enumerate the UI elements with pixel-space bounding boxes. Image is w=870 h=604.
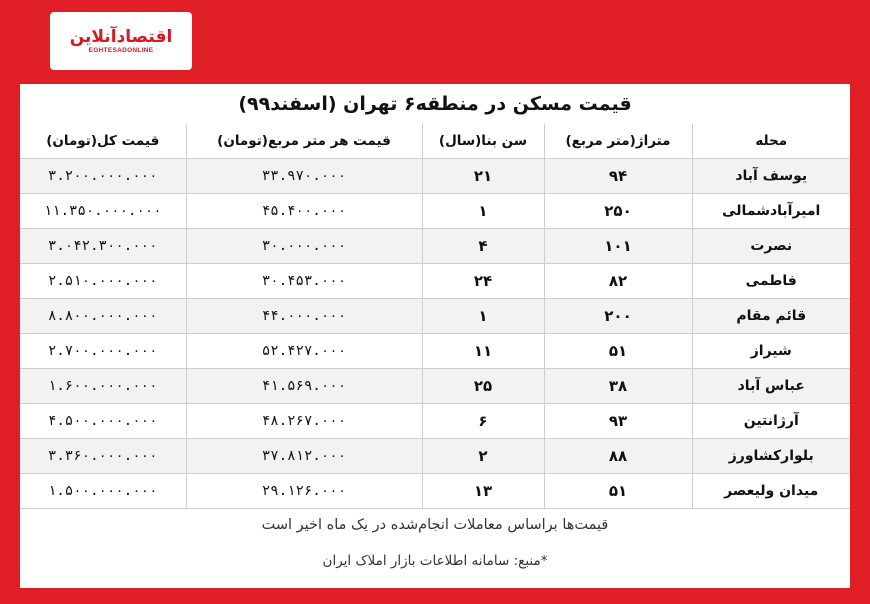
cell-price-per-meter: ۳۳.۹۷۰.۰۰۰ xyxy=(186,159,422,194)
cell-age: ۲۴ xyxy=(422,264,544,299)
cell-area: ۹۴ xyxy=(544,159,692,194)
cell-neighborhood: آرژانتین xyxy=(692,404,850,439)
price-table xyxy=(20,124,850,509)
cell-total-price: ۳.۰۴۲.۳۰۰.۰۰۰ xyxy=(20,229,186,264)
footnote-source: *منبع: سامانه اطلاعات بازار املاک ایران xyxy=(322,553,548,569)
cell-age: ۱ xyxy=(422,194,544,229)
cell-age: ۱ xyxy=(422,299,544,334)
cell-area: ۹۳ xyxy=(544,404,692,439)
header-age: سن بنا(سال) xyxy=(422,124,544,159)
cell-price-per-meter: ۴۱.۵۶۹.۰۰۰ xyxy=(186,369,422,404)
cell-age: ۲ xyxy=(422,439,544,474)
cell-total-price: ۱.۶۰۰.۰۰۰.۰۰۰ xyxy=(20,369,186,404)
cell-total-price: ۱.۵۰۰.۰۰۰.۰۰۰ xyxy=(20,474,186,509)
cell-price-per-meter: ۳۷.۸۱۲.۰۰۰ xyxy=(186,439,422,474)
header-row xyxy=(20,124,850,159)
table-row xyxy=(20,194,850,229)
table-row xyxy=(20,159,850,194)
cell-neighborhood: عباس آباد xyxy=(692,369,850,404)
logo xyxy=(50,12,192,70)
cell-price-per-meter: ۵۲.۴۲۷.۰۰۰ xyxy=(186,334,422,369)
cell-neighborhood: شیراز xyxy=(692,334,850,369)
cell-age: ۲۱ xyxy=(422,159,544,194)
cell-neighborhood: فاطمی xyxy=(692,264,850,299)
cell-price-per-meter: ۳۰.۴۵۳.۰۰۰ xyxy=(186,264,422,299)
cell-area: ۵۱ xyxy=(544,334,692,369)
header-price-per-meter: قیمت هر متر مربع(تومان) xyxy=(186,124,422,159)
cell-total-price: ۲.۷۰۰.۰۰۰.۰۰۰ xyxy=(20,334,186,369)
table-row xyxy=(20,334,850,369)
footnote-basis: قیمت‌ها براساس معاملات انجام‌شده در یک ماه اخیر است xyxy=(261,517,609,533)
cell-total-price: ۳.۲۰۰.۰۰۰.۰۰۰ xyxy=(20,159,186,194)
cell-age: ۱۱ xyxy=(422,334,544,369)
cell-total-price: ۴.۵۰۰.۰۰۰.۰۰۰ xyxy=(20,404,186,439)
cell-neighborhood: میدان ولیعصر xyxy=(692,474,850,509)
table-row xyxy=(20,299,850,334)
cell-area: ۳۸ xyxy=(544,369,692,404)
header-total-price: قیمت کل(تومان) xyxy=(20,124,186,159)
header-area: متراژ(متر مربع) xyxy=(544,124,692,159)
cell-age: ۱۳ xyxy=(422,474,544,509)
cell-total-price: ۸.۸۰۰.۰۰۰.۰۰۰ xyxy=(20,299,186,334)
table-row xyxy=(20,474,850,509)
table-row xyxy=(20,404,850,439)
cell-neighborhood: یوسف آباد xyxy=(692,159,850,194)
cell-neighborhood: نصرت xyxy=(692,229,850,264)
table-row xyxy=(20,439,850,474)
cell-price-per-meter: ۴۴.۰۰۰.۰۰۰ xyxy=(186,299,422,334)
cell-area: ۸۸ xyxy=(544,439,692,474)
cell-price-per-meter: ۳۰.۰۰۰.۰۰۰ xyxy=(186,229,422,264)
table-row xyxy=(20,229,850,264)
table-row xyxy=(20,369,850,404)
footnotes xyxy=(20,512,850,574)
cell-price-per-meter: ۴۵.۴۰۰.۰۰۰ xyxy=(186,194,422,229)
logo-text: اقتصادآنلاین xyxy=(69,27,173,47)
cell-neighborhood: قائم مقام xyxy=(692,299,850,334)
cell-area: ۲۵۰ xyxy=(544,194,692,229)
header-neighborhood: محله xyxy=(692,124,850,159)
table-row xyxy=(20,264,850,299)
cell-neighborhood: امیرآبادشمالی xyxy=(692,194,850,229)
cell-age: ۴ xyxy=(422,229,544,264)
cell-total-price: ۱۱.۳۵۰.۰۰۰.۰۰۰ xyxy=(20,194,186,229)
table-title: قیمت مسکن در منطقه۶ تهران (اسفند۹۹) xyxy=(20,84,850,125)
cell-area: ۲۰۰ xyxy=(544,299,692,334)
price-table-card xyxy=(20,84,850,588)
cell-age: ۶ xyxy=(422,404,544,439)
cell-neighborhood: بلوارکشاورز xyxy=(692,439,850,474)
cell-area: ۸۲ xyxy=(544,264,692,299)
logo-subtext: EGHTESADONLINE xyxy=(88,47,154,54)
cell-age: ۲۵ xyxy=(422,369,544,404)
cell-area: ۱۰۱ xyxy=(544,229,692,264)
cell-area: ۵۱ xyxy=(544,474,692,509)
cell-price-per-meter: ۴۸.۲۶۷.۰۰۰ xyxy=(186,404,422,439)
cell-total-price: ۲.۵۱۰.۰۰۰.۰۰۰ xyxy=(20,264,186,299)
cell-price-per-meter: ۲۹.۱۲۶.۰۰۰ xyxy=(186,474,422,509)
cell-total-price: ۳.۳۶۰.۰۰۰.۰۰۰ xyxy=(20,439,186,474)
